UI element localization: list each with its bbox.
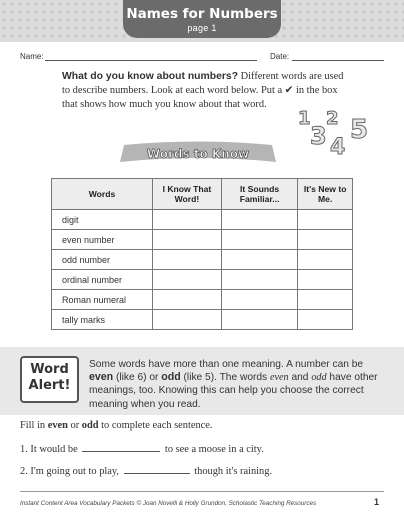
alert-even: even (89, 371, 114, 384)
alert-exclaim: Alert! (28, 378, 71, 393)
alert-odd: odd (161, 371, 181, 384)
check-box[interactable] (298, 230, 353, 250)
table-row (52, 310, 353, 330)
word-cell: tally marks (52, 310, 153, 330)
word-alert-text (89, 358, 387, 411)
check-box[interactable] (221, 250, 298, 270)
word-alert-badge (20, 356, 79, 403)
date-line[interactable] (292, 60, 384, 61)
instruction-odd: odd (81, 420, 99, 431)
check-box[interactable] (153, 210, 222, 230)
check-box[interactable] (153, 290, 222, 310)
instruction-part: Fill in (20, 420, 48, 431)
intro-text: Different words are used to describe numbers. Look at each word below. Put a ✔ in the box that shows how much you know about that word. (62, 71, 344, 110)
check-box[interactable] (221, 230, 298, 250)
decor-number-5: 5 (350, 115, 369, 145)
decor-number-2: 2 (326, 108, 339, 129)
check-box[interactable] (298, 310, 353, 330)
name-label: Name: (20, 52, 44, 61)
col-sounds-familiar: It Sounds Familiar... (221, 179, 298, 210)
footer-divider (20, 491, 384, 492)
alert-text-part: Some words have more than one meaning. A number can be (89, 359, 364, 370)
check-box[interactable] (153, 310, 222, 330)
table-row (52, 290, 353, 310)
alert-even-italic: even (269, 372, 289, 384)
date-label: Date: (270, 52, 290, 61)
page-title: Names for Numbers (126, 6, 278, 22)
words-to-know-banner (118, 140, 278, 166)
alert-text-part: (like 6) or (113, 372, 162, 384)
check-box[interactable] (298, 210, 353, 230)
word-cell: ordinal number (52, 270, 153, 290)
decor-number-4: 4 (330, 135, 346, 160)
sentence-2 (20, 465, 272, 477)
sentence-part: 1. It would be (20, 444, 81, 455)
table-row (52, 270, 353, 290)
alert-odd-italic: odd (311, 372, 327, 384)
word-cell: Roman numeral (52, 290, 153, 310)
check-box[interactable] (298, 290, 353, 310)
col-words: Words (52, 179, 153, 210)
check-box[interactable] (153, 230, 222, 250)
word-cell: digit (52, 210, 153, 230)
sentence-1 (20, 443, 264, 455)
page-subtitle: page 1 (187, 23, 217, 33)
alert-text-part: have other meanings, too. Knowing this can help you choose the correct meaning when you read. (89, 372, 378, 410)
vocabulary-table (51, 178, 353, 330)
instruction (20, 420, 213, 431)
answer-blank-1[interactable] (82, 443, 160, 452)
instruction-even: even (47, 420, 68, 431)
answer-blank-2[interactable] (124, 465, 190, 474)
decor-number-1: 1 (298, 108, 311, 129)
instruction-part: or (67, 420, 82, 431)
check-box[interactable] (298, 270, 353, 290)
word-cell: odd number (52, 250, 153, 270)
check-box[interactable] (221, 290, 298, 310)
title-tab (123, 0, 281, 38)
decor-number-3: 3 (310, 122, 327, 150)
decorative-numbers (296, 102, 376, 162)
word-cell: even number (52, 230, 153, 250)
col-i-know: I Know That Word! (153, 179, 222, 210)
banner-text: Words to Know (146, 147, 250, 161)
sentence-part: to see a moose in a city. (162, 444, 264, 455)
alert-text-part: (like 5). The words (180, 372, 270, 384)
col-new: It's New to Me. (298, 179, 353, 210)
intro-question: What do you know about numbers? (62, 71, 239, 82)
check-box[interactable] (221, 210, 298, 230)
table-row (52, 230, 353, 250)
table-row (52, 210, 353, 230)
sentence-part: 2. I'm going out to play, (20, 466, 122, 477)
page-number: 1 (374, 497, 380, 507)
name-line[interactable] (45, 60, 257, 61)
instruction-part: to complete each sentence. (98, 420, 213, 431)
check-box[interactable] (153, 250, 222, 270)
alert-word: Word (30, 362, 69, 377)
alert-text-part: and (288, 372, 312, 384)
table-row (52, 250, 353, 270)
check-box[interactable] (221, 310, 298, 330)
check-box[interactable] (153, 270, 222, 290)
table-header-row (52, 179, 353, 210)
check-box[interactable] (221, 270, 298, 290)
check-box[interactable] (298, 250, 353, 270)
sentence-part: though it's raining. (191, 466, 273, 477)
footer-credit: Instant Content Area Vocabulary Packets © Joan Novelli & Holly Grundon, Scholastic Teaching Resources (20, 500, 317, 507)
